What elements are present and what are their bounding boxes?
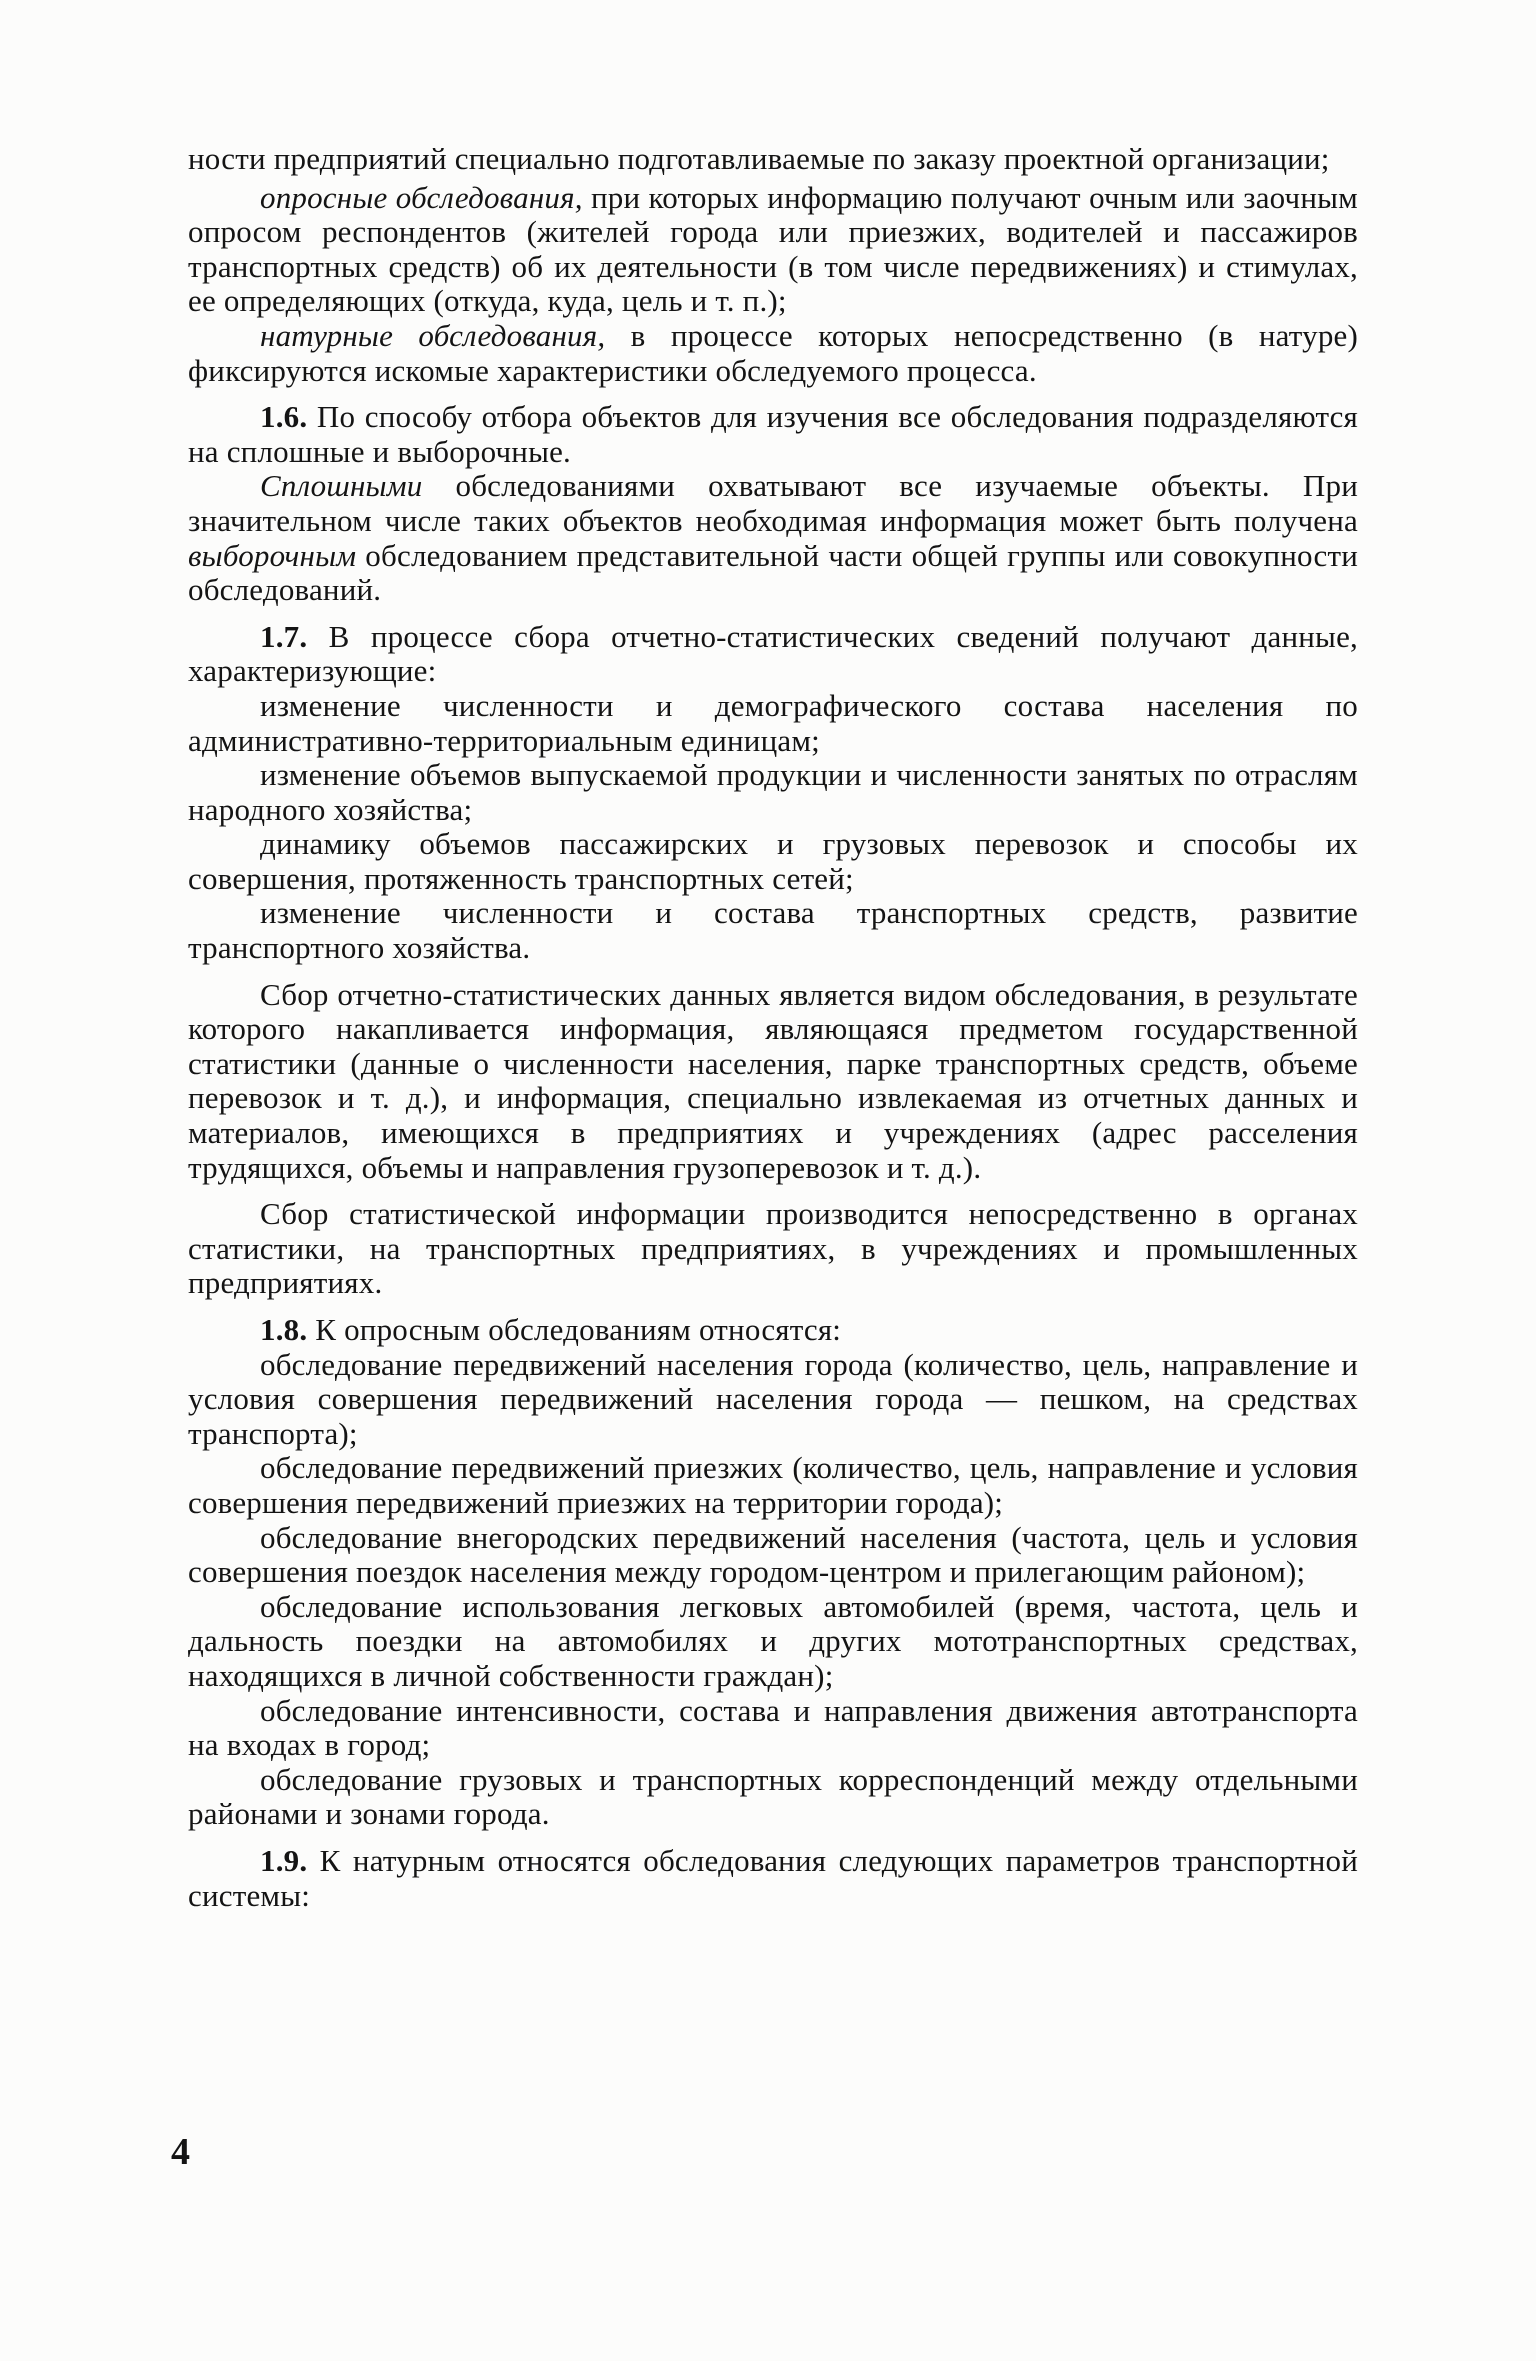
list-item-text: изменение численности и состава транспортных средств, развитие транспортного хозяйства. xyxy=(188,895,1358,966)
list-item-text: обследование внегородских передвижений населения (частота, цель и условия совершения поездок населения между городом-центром и прилегающим районом); xyxy=(188,1519,1358,1590)
page-number: 4 xyxy=(171,2131,190,2173)
paragraph-survey-questionnaire xyxy=(188,181,1358,319)
paragraph-statistics xyxy=(188,978,1358,1186)
paragraph-text: обследованием представительной части общей группы или совокупности обследований. xyxy=(188,537,1358,608)
paragraph-text: в процессе которых непосредственно (в натуре) фиксируются искомые характеристики обследуемого процесса. xyxy=(188,317,1358,388)
list-item-text: изменение объемов выпускаемой продукции и численности занятых по отраслям народного хозяйства; xyxy=(188,757,1358,827)
section-1-8 xyxy=(188,1313,1358,1348)
paragraph-text: Сбор статистической информации производится непосредственно в органах статистики, на транспортных предприятиях, в учреждениях и промышленных предприятиях. xyxy=(188,1196,1358,1301)
list-item xyxy=(188,1590,1358,1694)
list-item-text: обследование передвижений приезжих (количество, цель, направление и условия совершения передвижений приезжих на территории города); xyxy=(188,1450,1358,1520)
paragraph-statistics-collection xyxy=(188,1197,1358,1301)
term-field-surveys: натурные обследования, xyxy=(260,317,606,353)
list-item xyxy=(188,1763,1358,1832)
body-text xyxy=(188,142,1358,1913)
list-item-text: обследование использования легковых автомобилей (время, частота, цель и дальность поездки на автомобилях и других мототранспортных средствах, находящихся в личной собственности граждан); xyxy=(188,1588,1358,1693)
list-item xyxy=(188,758,1358,827)
list-item xyxy=(188,827,1358,896)
section-number: 1.9. xyxy=(260,1842,308,1878)
section-1-7 xyxy=(188,620,1358,689)
paragraph-survey-field xyxy=(188,319,1358,388)
list-item xyxy=(188,1521,1358,1590)
paragraph-text: ности предприятий специально подготавливаемые по заказу проектной организации; xyxy=(188,141,1330,176)
paragraph-text: Сбор отчетно-статистических данных является видом обследования, в результате которого накапливается информация, являющаяся предметом государственной статистики (данные о численности населения, парке транспортных средств, объеме перевозок и т. д.), и информация, специально извлекаемая из отчетных данных и материалов, имеющихся в предприятиях и учреждениях (адрес расселения трудящихся, объемы и направления грузоперевозок и т. д.). xyxy=(188,976,1358,1185)
paragraph-text: По способу отбора объектов для изучения все обследования подразделяются на сплошные и выборочные. xyxy=(188,399,1358,469)
list-item xyxy=(188,689,1358,758)
term-sampling: выборочным xyxy=(188,537,357,573)
list-item xyxy=(188,1451,1358,1520)
list-item xyxy=(188,896,1358,965)
section-number: 1.7. xyxy=(260,618,308,654)
list-item xyxy=(188,1694,1358,1763)
paragraph-continuation xyxy=(188,142,1358,177)
paragraph-text: К натурным относятся обследования следующих параметров транспортной системы: xyxy=(188,1842,1358,1913)
paragraph-text: К опросным обследованиям относятся: xyxy=(307,1312,842,1347)
section-number: 1.8. xyxy=(260,1312,308,1347)
paragraph-continuous-sampling xyxy=(188,469,1358,607)
section-1-9 xyxy=(188,1844,1358,1913)
list-item-text: обследование грузовых и транспортных корреспонденций между отдельными районами и зонами города. xyxy=(188,1761,1358,1832)
term-questionnaire-surveys: опросные обследования, xyxy=(260,179,583,215)
paragraph-text: обследованиями охватывают все изучаемые объекты. При значительном числе таких объектов необходимая информация может быть получена xyxy=(188,468,1358,538)
list-item-text: обследование интенсивности, состава и направления движения автотранспорта на входах в город; xyxy=(188,1692,1358,1763)
section-1-6 xyxy=(188,400,1358,469)
list-item-text: обследование передвижений населения города (количество, цель, направление и условия совершения передвижений населения города — пешком, на средствах транспорта); xyxy=(188,1346,1358,1451)
paragraph-text: при которых информацию получают очным или заочным опросом респондентов (жителей города или приезжих, водителей и пассажиров транспортных средств) об их деятельности (в том числе передвижениях) и стимулах, ее определяющих (откуда, куда, цель и т. п.); xyxy=(188,179,1358,319)
list-item xyxy=(188,1348,1358,1452)
term-continuous: Сплошными xyxy=(260,468,423,504)
list-item-text: изменение численности и демографического состава населения по административно-территориальным единицам; xyxy=(188,687,1358,758)
list-item-text: динамику объемов пассажирских и грузовых перевозок и способы их совершения, протяженность транспортных сетей; xyxy=(188,826,1358,896)
section-number: 1.6. xyxy=(260,399,308,435)
paragraph-text: В процессе сбора отчетно-статистических сведений получают данные, характеризующие: xyxy=(188,618,1358,689)
